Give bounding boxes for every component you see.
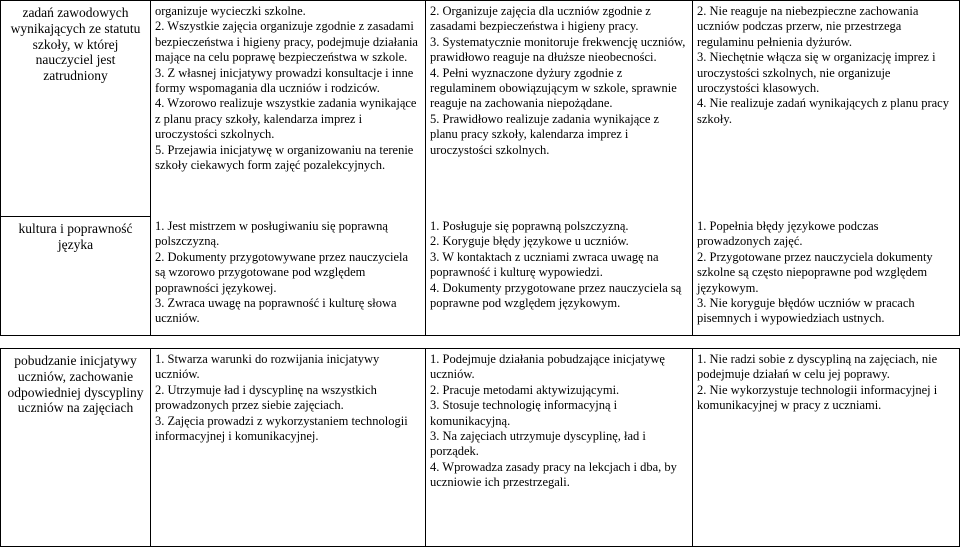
criterion-item: 4. Wprowadza zasady pracy na lekcjach i dba, by uczniowie ich przestrzegali.	[430, 459, 677, 490]
row-divider	[0, 335, 960, 336]
criterion-item: 4. Wzorowo realizuje wszystkie zadania wynikające z planu pracy szkoły, kalendarza imprez i uroczystości szkolnych.	[155, 96, 417, 142]
criterion-item: 3. Na zajęciach utrzymuje dyscyplinę, ład i porządek.	[430, 429, 646, 459]
criterion-item: 1. Posługuje się poprawną polszczyzną.	[430, 219, 629, 233]
criteria-cell-excellent	[151, 216, 425, 335]
criterion-item: 3. Systematycznie monitoruje frekwencję uczniów, prawidłowo reaguje na dłuższe nieobecności.	[430, 34, 686, 65]
criterion-item: organizuje wycieczki szkolne.	[155, 4, 306, 18]
criterion-item: 2. Dokumenty przygotowywane przez nauczyciela są wzorowo przygotowane pod względem poprawności językowej.	[155, 249, 409, 295]
category-cell-language-culture: kultura i poprawność języka	[18, 221, 133, 252]
criteria-cell-good	[426, 1, 692, 216]
criteria-cell-excellent	[151, 1, 425, 216]
criterion-item: 2. Pracuje metodami aktywizującymi.	[430, 382, 620, 397]
criterion-item: 5. Prawidłowo realizuje zadania wynikające z planu pracy szkoły, kalendarza imprez i uroczystości szkolnych.	[430, 111, 660, 157]
criterion-item: 5. Przejawia inicjatywę w organizowaniu na terenie szkoły ciekawych form zajęć pozalekcyjnych.	[155, 142, 414, 173]
criteria-cell-excellent	[151, 349, 425, 546]
category-cell-initiative-discipline: pobudzanie inicjatywy uczniów, zachowanie odpowiedniej dyscypliny uczniów na zajęciach	[7, 353, 144, 416]
criterion-item: 3. Z własnej inicjatywy prowadzi konsultacje i inne formy wspomagania dla uczniów i rodziców.	[155, 65, 414, 96]
criteria-cell-negative	[693, 216, 959, 335]
criterion-item: 1. Jest mistrzem w posługiwaniu się poprawną polszczyzną.	[155, 219, 388, 249]
table-border-bottom	[0, 546, 960, 547]
criterion-item: 2. Utrzymuje ład i dyscyplinę na wszystkich prowadzonych przez siebie zajęciach.	[155, 382, 377, 413]
criterion-item: 2. Wszystkie zajęcia organizuje zgodnie z zasadami bezpieczeństwa i higieny pracy, podejmuje działania mające na celu poprawę bezpieczeństwa w szkole.	[155, 19, 418, 65]
criterion-item: 3. Nie koryguje błędów uczniów w pracach pisemnych i wypowiedziach ustnych.	[697, 296, 915, 326]
criterion-item: 3. Stosuje technologię informacyjną i komunikacyjną.	[430, 398, 618, 428]
category-cell-statute-tasks: zadań zawodowych wynikających ze statutu szkoły, w której nauczyciel jest zatrudniony	[10, 5, 141, 84]
criteria-cell-negative	[693, 349, 959, 546]
criterion-item: 2. Nie reaguje na niebezpieczne zachowania uczniów podczas przerw, nie przestrzega regulaminu pełnienia dyżurów.	[697, 4, 919, 49]
criteria-cell-good	[426, 349, 692, 546]
criterion-item: 2. Organizuje zajęcia dla uczniów zgodnie z zasadami bezpieczeństwa i higieny pracy.	[430, 4, 651, 34]
criterion-item: 2. Nie wykorzystuje technologii informacyjnej i komunikacyjnej w pracy z uczniami.	[697, 382, 938, 413]
criterion-item: 2. Przygotowane przez nauczyciela dokumenty szkolne są często niepoprawne pod względem językowym.	[697, 249, 933, 295]
criterion-item: 1. Podejmuje działania pobudzające inicjatywę uczniów.	[430, 352, 665, 382]
criterion-item: 1. Nie radzi sobie z dyscypliną na zajęciach, nie podejmuje działań w celu jej poprawy.	[697, 352, 938, 382]
criterion-item: 1. Popełnia błędy językowe podczas prowadzonych zajęć.	[697, 219, 879, 249]
criterion-item: 2. Koryguje błędy językowe u uczniów.	[430, 234, 629, 249]
criterion-item: 1. Stwarza warunki do rozwijania inicjatywy uczniów.	[155, 352, 380, 382]
criterion-item: 3. Niechętnie włącza się w organizację imprez i uroczystości szkolnych, nie organizuje uroczystości klasowych.	[697, 50, 936, 96]
criterion-item: 4. Dokumenty przygotowane przez nauczyciela są poprawne pod względem językowym.	[430, 280, 682, 311]
criteria-cell-negative	[693, 1, 959, 216]
criterion-item: 4. Nie realizuje zadań wynikających z planu pracy szkoły.	[697, 96, 949, 126]
criterion-item: 3. W kontaktach z uczniami zwraca uwagę na poprawność i kulturę wypowiedzi.	[430, 249, 659, 280]
criterion-item: 3. Zajęcia prowadzi z wykorzystaniem technologii informacyjnej i komunikacyjnej.	[155, 413, 408, 444]
criterion-item: 3. Zwraca uwagę na poprawność i kulturę słowa uczniów.	[155, 296, 397, 326]
criterion-item: 4. Pełni wyznaczone dyżury zgodnie z regulaminem obowiązującym w szkole, sprawnie reaguje na zachowania niepożądane.	[430, 65, 677, 111]
criteria-cell-good	[426, 216, 692, 335]
